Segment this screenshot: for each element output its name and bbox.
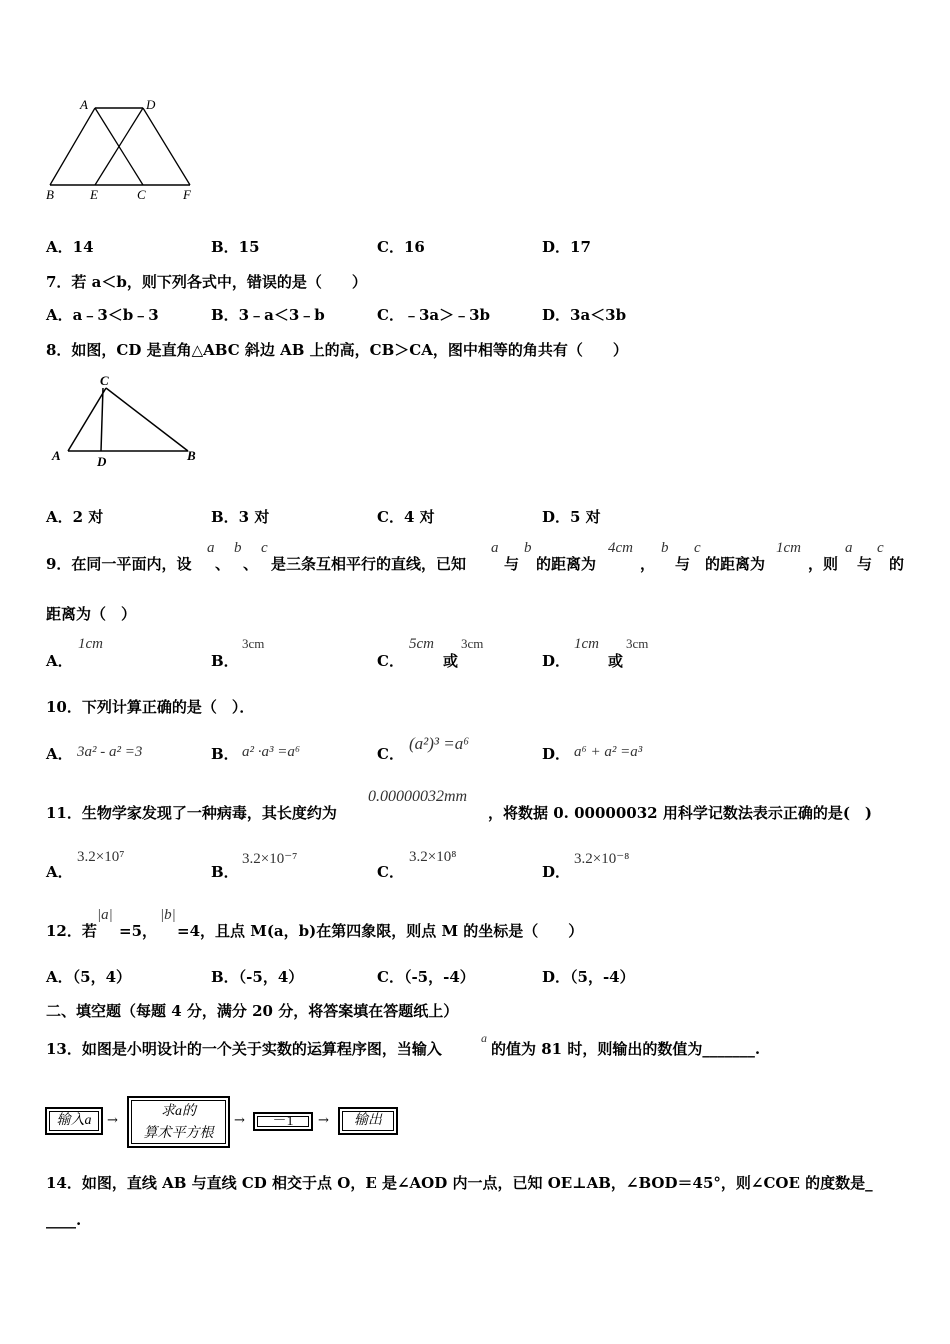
q6-option-d: D．17 bbox=[542, 238, 591, 256]
q11-option-c-expr: 3.2×10⁸ bbox=[409, 849, 457, 865]
flow-input-label: 输入a bbox=[56, 1113, 92, 1128]
q10-option-b-expr: a² ·a³ =a⁶ bbox=[242, 744, 301, 760]
arrow-icon: → bbox=[234, 1113, 245, 1128]
q12-p1: 12．若 bbox=[46, 922, 97, 940]
label-F: F bbox=[183, 187, 191, 202]
q9-option-c bbox=[377, 650, 404, 671]
label-E: E bbox=[90, 187, 98, 202]
q9-sep1: 、 bbox=[215, 555, 231, 573]
q6-option-b: B．15 bbox=[211, 238, 260, 256]
q11-option-b-expr: 3.2×10⁻⁷ bbox=[242, 851, 298, 867]
q9-option-d-v1: 1cm bbox=[574, 636, 599, 652]
q12-abs-a: |a| bbox=[97, 907, 113, 923]
q7-option-c: C．﹣3a＞﹣3b bbox=[377, 306, 491, 324]
q9-var-c: c bbox=[261, 540, 268, 556]
q14-line2: ____. bbox=[46, 1211, 82, 1229]
q10-option-d-expr: a⁶ + a² =a³ bbox=[574, 744, 643, 760]
q9-var-b2: b bbox=[524, 540, 532, 556]
q9-var-a2: a bbox=[491, 540, 499, 556]
q9-var-c3: c bbox=[877, 540, 884, 556]
q10-option-b-label: B． bbox=[211, 745, 239, 763]
q9-option-b-label: B． bbox=[211, 652, 239, 670]
q12-option-d: D．（5，-4） bbox=[542, 968, 635, 986]
q8-option-c: C．4 对 bbox=[377, 508, 435, 526]
flow-sqrt-line1: 求a的 bbox=[161, 1104, 196, 1119]
q10-option-a-expr: 3a² - a² =3 bbox=[77, 744, 143, 760]
label-D: D bbox=[146, 97, 156, 112]
q9-option-c-or: 或 bbox=[443, 652, 459, 670]
q9-option-d-v2: 3cm bbox=[626, 636, 649, 651]
q9-option-c-label: C． bbox=[377, 652, 404, 670]
q12-p3: =4，且点 M(a，b)在第四象限，则点 M 的坐标是（ ） bbox=[177, 922, 584, 940]
q11-p1: 11．生物学家发现了一种病毒，其长度约为 bbox=[46, 804, 337, 822]
q9-sep2: 、 bbox=[243, 555, 259, 573]
q11-option-d-expr: 3.2×10⁻⁸ bbox=[574, 851, 630, 867]
q9-option-d bbox=[542, 650, 570, 671]
label-B: B bbox=[187, 448, 196, 463]
q9-option-b bbox=[211, 650, 239, 671]
q13-p1: 13．如图是小明设计的一个关于实数的运算程序图，当输入 bbox=[46, 1040, 442, 1058]
flow-minus-label: －1 bbox=[272, 1114, 294, 1129]
flow-minus-box bbox=[253, 1112, 313, 1131]
q9-var-a3: a bbox=[845, 540, 853, 556]
q12-p2: =5， bbox=[119, 922, 158, 940]
q9-p7a: 与 bbox=[857, 555, 873, 573]
q9-p5: 的距离为 bbox=[705, 555, 766, 573]
q7-stem: 7．若 a＜b，则下列各式中，错误的是（ ） bbox=[46, 273, 367, 291]
q9-p3: 与 bbox=[504, 555, 520, 573]
flow-input-box bbox=[45, 1107, 103, 1135]
q9-comma: ， bbox=[640, 555, 656, 573]
q12-option-c: C．（-5，-4） bbox=[377, 968, 475, 986]
q11-option-b-label: B． bbox=[211, 863, 239, 881]
q9-p1: 9．在同一平面内，设 bbox=[46, 555, 192, 573]
q12-abs-b: |b| bbox=[160, 907, 176, 923]
q13-var-a: a bbox=[481, 1031, 487, 1045]
section-heading: 二、填空题（每题 4 分，满分 20 分，将答案填在答题纸上） bbox=[46, 1002, 459, 1020]
q9-line2: 距离为（ ） bbox=[46, 605, 137, 623]
q9-option-b-v1: 3cm bbox=[242, 636, 265, 651]
q11-p2: ，将数据 0. 00000032 用科学记数法表示正确的是( ) bbox=[488, 804, 873, 822]
trapezoid-figure bbox=[40, 95, 205, 205]
q11-option-c-label: C． bbox=[377, 863, 404, 881]
q14-line1: 14．如图，直线 AB 与直线 CD 相交于点 O，E 是∠AOD 内一点，已知 OE⊥AB，∠BOD＝45°，则∠COE 的度数是_ bbox=[46, 1174, 873, 1192]
arrow-icon: → bbox=[107, 1113, 118, 1128]
q8-option-a: A．2 对 bbox=[46, 508, 104, 526]
q11-option-a-label: A． bbox=[46, 863, 73, 881]
q13-p2: 的值为 81 时，则输出的数值为_______. bbox=[491, 1040, 761, 1058]
label-B: B bbox=[46, 187, 54, 202]
arrow-icon: → bbox=[318, 1113, 329, 1128]
q9-var-a: a bbox=[207, 540, 215, 556]
flow-output-label: 输出 bbox=[354, 1113, 382, 1128]
flow-output-box bbox=[338, 1107, 398, 1135]
q10-option-d-label: D． bbox=[542, 745, 571, 763]
right-triangle-figure bbox=[48, 372, 208, 472]
q6-option-a: A．14 bbox=[46, 238, 94, 256]
flow-sqrt-line2: 算术平方根 bbox=[143, 1126, 214, 1141]
q9-var-c2: c bbox=[694, 540, 701, 556]
q10-option-c-expr: (a²)³ =a⁶ bbox=[409, 734, 470, 753]
q12-option-b: B．（-5，4） bbox=[211, 968, 304, 986]
flow-output-inner bbox=[342, 1111, 394, 1131]
q9-p2: 是三条互相平行的直线，已知 bbox=[271, 555, 467, 573]
q9-dist1: 4cm bbox=[608, 540, 633, 556]
q9-var-b3: b bbox=[661, 540, 669, 556]
q9-option-c-v1: 5cm bbox=[409, 636, 434, 652]
q9-var-b: b bbox=[234, 540, 242, 556]
q11-value: 0.00000032mm bbox=[368, 788, 468, 805]
q9-option-a-v1: 1cm bbox=[78, 636, 103, 652]
q11-option-a-expr: 3.2×10⁷ bbox=[77, 849, 125, 865]
flow-minus-inner bbox=[257, 1116, 309, 1127]
q9-p5a: 与 bbox=[675, 555, 691, 573]
q8-option-d: D．5 对 bbox=[542, 508, 601, 526]
q8-stem: 8．如图，CD 是直角△ABC 斜边 AB 上的高，CB＞CA，图中相等的角共有（ ） bbox=[46, 341, 628, 359]
flow-sqrt-box bbox=[127, 1096, 230, 1148]
q6-option-c: C．16 bbox=[377, 238, 425, 256]
q9-option-a bbox=[46, 650, 73, 671]
q7-option-d: D．3a＜3b bbox=[542, 306, 627, 324]
q9-option-d-or: 或 bbox=[608, 652, 624, 670]
q9-p6: ，则 bbox=[808, 555, 839, 573]
q8-option-b: B．3 对 bbox=[211, 508, 270, 526]
label-D: D bbox=[97, 454, 107, 469]
q7-option-b: B．3﹣a＜3﹣b bbox=[211, 306, 325, 324]
label-C: C bbox=[137, 187, 146, 202]
q10-option-a-label: A． bbox=[46, 745, 73, 763]
q9-option-a-label: A． bbox=[46, 652, 73, 670]
q12-option-a: A．（5，4） bbox=[46, 968, 132, 986]
label-A: A bbox=[52, 448, 61, 463]
flow-input-inner bbox=[49, 1111, 99, 1131]
label-A: A bbox=[80, 97, 88, 112]
flow-sqrt-inner bbox=[131, 1100, 226, 1144]
q9-p4: 的距离为 bbox=[536, 555, 597, 573]
q9-option-c-v2: 3cm bbox=[461, 636, 484, 651]
q9-p7: 的 bbox=[889, 555, 905, 573]
q10-option-c-label: C． bbox=[377, 745, 404, 763]
q11-option-d-label: D． bbox=[542, 863, 571, 881]
label-C: C bbox=[100, 373, 109, 388]
q9-option-d-label: D． bbox=[542, 652, 571, 670]
q7-option-a: A．a﹣3＜b﹣3 bbox=[46, 306, 159, 324]
q9-dist2: 1cm bbox=[776, 540, 801, 556]
q10-stem: 10．下列计算正确的是（ ）． bbox=[46, 698, 255, 716]
